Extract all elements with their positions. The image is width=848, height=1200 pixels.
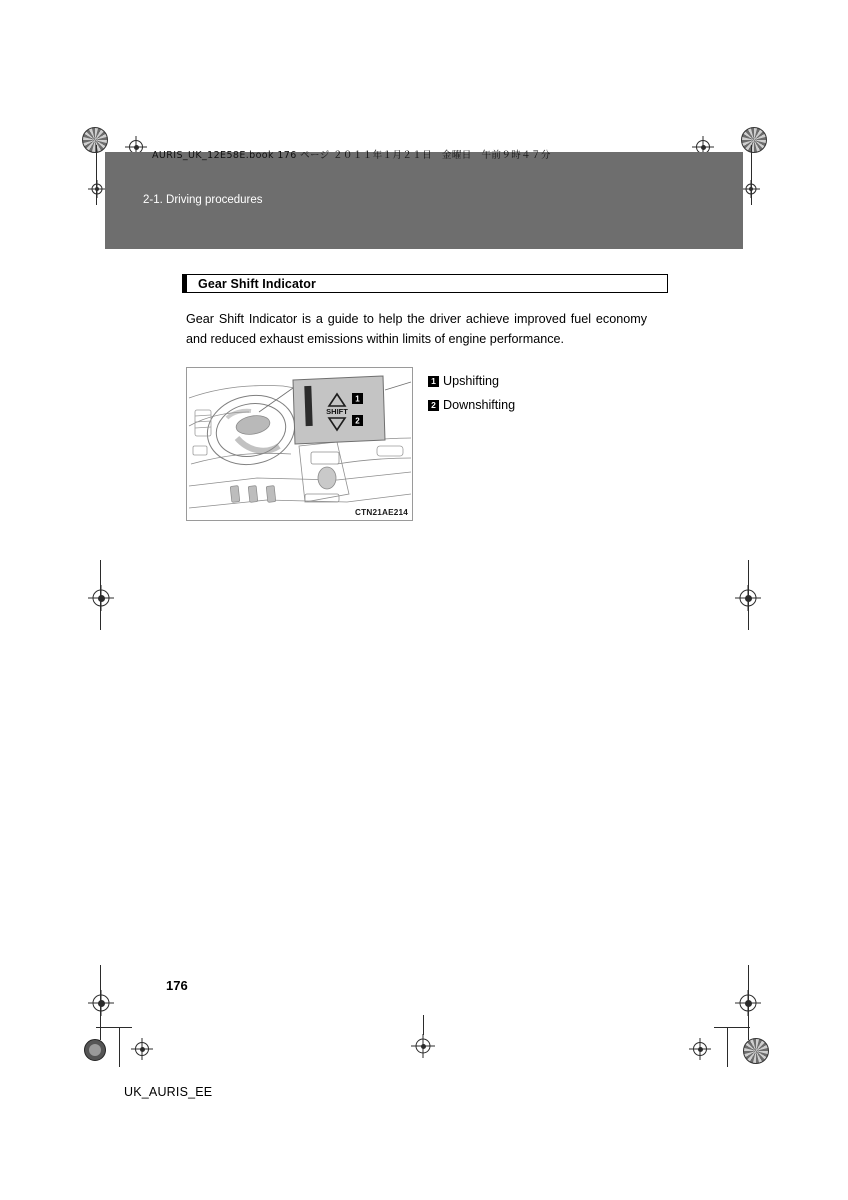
crop-line-bottom-right-h (714, 1027, 750, 1028)
svg-text:1: 1 (355, 394, 360, 404)
registration-crosshair-bottom-left (131, 1038, 153, 1060)
registration-crosshair-left-lower (88, 990, 114, 1016)
registration-star-bottom-right (743, 1038, 769, 1064)
section-title-accent-bar (182, 274, 187, 293)
gear-shift-indicator-display (293, 376, 385, 444)
registration-crosshair-bottom-right (689, 1038, 711, 1060)
crop-line-right-v (751, 145, 752, 205)
registration-crosshair-right-lower (735, 990, 761, 1016)
callout-label-2: Downshifting (443, 398, 516, 412)
crop-line-bottom-left-h (96, 1027, 132, 1028)
section-breadcrumb: 2-1. Driving procedures (143, 194, 263, 206)
section-title-text: Gear Shift Indicator (198, 277, 316, 291)
crop-line-left-v-lower (100, 965, 101, 1040)
crop-line-right-v-lower (748, 965, 749, 1040)
crop-line-bottom-center-v (423, 1015, 424, 1035)
dashboard-illustration-svg (187, 368, 412, 520)
section-title-box (186, 274, 668, 293)
page-content (186, 274, 668, 521)
callout-number-1: 1 (428, 376, 439, 387)
registration-dot-bottom-left (84, 1039, 106, 1061)
callout-label-1: Upshifting (443, 374, 500, 388)
body-paragraph: Gear Shift Indicator is a guide to help the driver achieve improved fuel economy and reduced exhaust emissions within limits of engine performance. (186, 312, 647, 346)
page-number: 176 (166, 978, 188, 993)
callout-item-upshifting (428, 373, 515, 389)
svg-text:2: 2 (355, 416, 360, 426)
crop-line-bottom-left-v2 (119, 1027, 120, 1067)
registration-crosshair-left-middle (88, 585, 114, 611)
callout-item-downshifting (428, 397, 515, 413)
registration-crosshair-left-upper (88, 180, 106, 198)
crop-line-right-v-mid (748, 560, 749, 630)
figure-row (186, 367, 668, 521)
registration-star-top-right (741, 127, 767, 153)
header-filename-text: AURIS_UK_12E58E.book 176 ページ ２０１１年１月２１日 金曜日 午前９時４７分 (152, 150, 551, 161)
document-code: UK_AURIS_EE (124, 1085, 213, 1099)
registration-star-top-left (82, 127, 108, 153)
registration-crosshair-right-upper (742, 180, 760, 198)
callout-number-2: 2 (428, 400, 439, 411)
figure-illustration (186, 367, 413, 521)
figure-code-label: CTN21AE214 (355, 508, 408, 517)
crop-line-bottom-right-v2 (727, 1027, 728, 1067)
crop-line-left-v-mid (100, 560, 101, 630)
figure-callout-list (428, 367, 515, 421)
shift-display-label: SHIFT (326, 407, 348, 416)
registration-crosshair-right-middle (735, 585, 761, 611)
crop-line-left-v (96, 145, 97, 205)
registration-crosshair-bottom-center (411, 1034, 435, 1058)
